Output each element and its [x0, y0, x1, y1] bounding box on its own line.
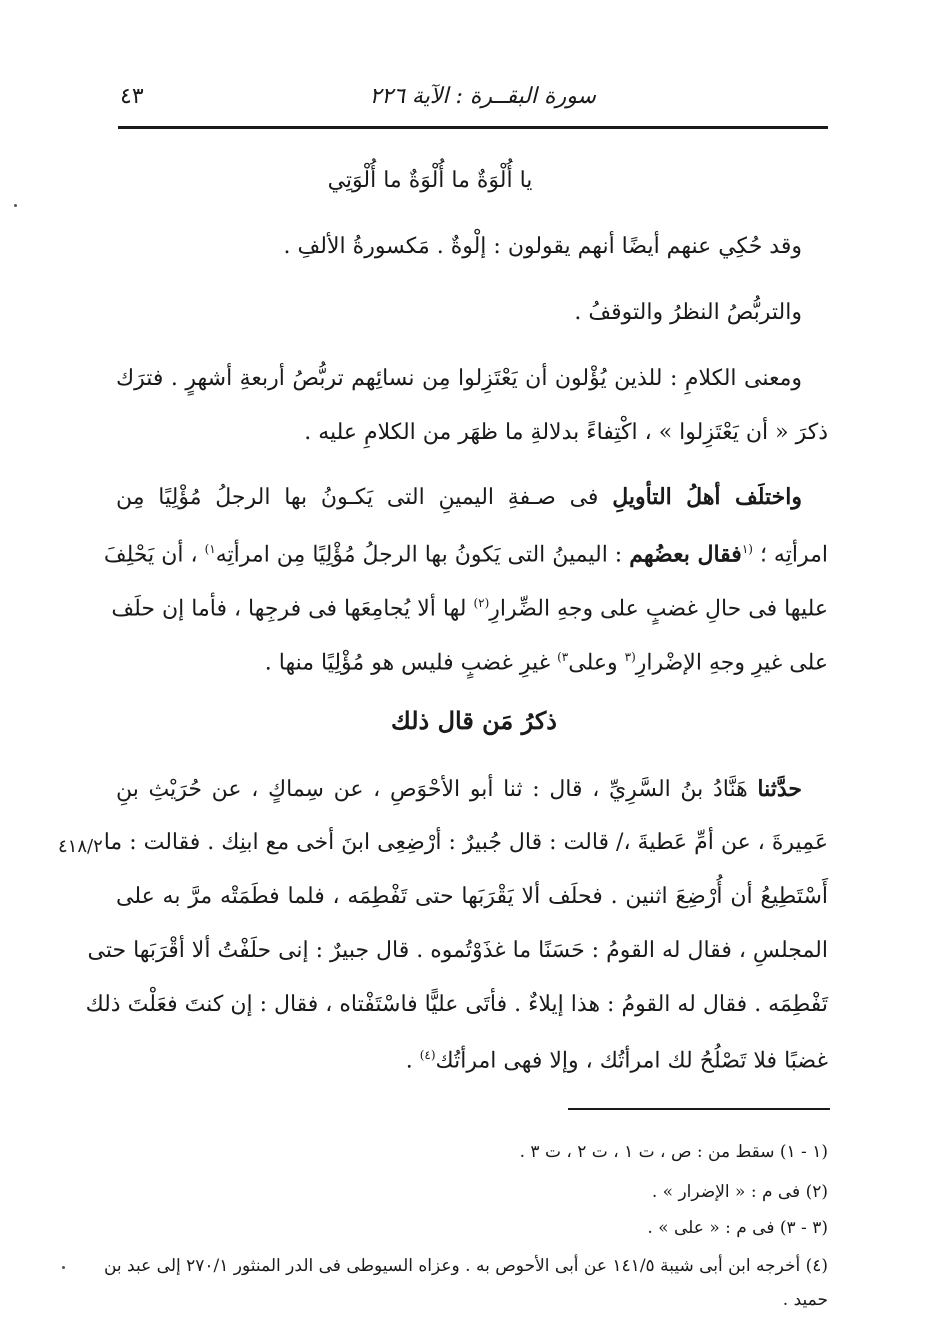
text-run: وعلى [568, 650, 625, 676]
text-run: . [405, 1048, 420, 1074]
header-rule [118, 126, 828, 129]
paragraph-line: وقد حُكِي عنهم أيضًا أنهم يقولون : إلْوةٌ . مَكسورةُ الألفِ . [283, 234, 802, 259]
section-heading: ذكرُ مَن قال ذلك [391, 706, 557, 735]
footnote-marker: (٢) [473, 596, 490, 610]
text-run: غيرِ غضبٍ فليس هو مُؤْلِيًا منها . [264, 650, 558, 676]
text-run: : اليمينُ التى يَكونُ بها الرجلُ مُؤْلِيًا مِن امرأتِه [215, 542, 630, 568]
footnote-marker: (٣ [624, 650, 636, 664]
paragraph-line: المجلسِ ، فقال له القومُ : حَسَنًا ما غذَوْتُموه . قال جبيرٌ : إنى حلَفْتُ ألا أقْرَبَها حتى [87, 938, 828, 963]
footnote: (٣ - ٣) فى م : « على » . [647, 1218, 828, 1238]
footnote-separator [568, 1108, 830, 1110]
footnote: (٤) أخرجه ابن أبى شيبة ١٤١/٥ عن أبى الأحوص به . وعزاه السيوطى فى الدر المنثور ٢٧٠/١ إلى عبد بن [103, 1256, 828, 1276]
footnote: (١ - ١) سقط من : ص ، ت ١ ، ت ٢ ، ت ٣ . [519, 1142, 828, 1162]
paragraph-line [103, 534, 828, 570]
text-run: فى صـفةِ اليمينِ التى يَكـونُ بها الرجلُ مُؤْلِيًا مِن [116, 485, 613, 510]
page-number: ٤٣ [120, 84, 144, 109]
paragraph-line [116, 642, 828, 678]
scan-speck [14, 204, 17, 207]
running-header [120, 84, 826, 124]
paragraph-line: ذكرَ « أن يَعْتَزِلوا » ، اكْتِفاءً بدلالةِ ما ظهَر من الكلامِ عليه . [304, 420, 828, 445]
surah-title: سورة البقــرة : الآية ٢٢٦ [369, 84, 596, 109]
paragraph-line [116, 482, 828, 513]
bold-phrase: فقال بعضُهم [629, 541, 742, 568]
footnote-marker: ١) [204, 542, 216, 556]
text-run: عليها فى حالِ غضبٍ على وجهِ الضِّرارِ [489, 596, 828, 622]
footnote: (٢) فى م : « الإضرار » . [651, 1182, 828, 1202]
scan-speck [62, 1266, 65, 1269]
margin-volume-page-reference: ٤١٨/٢ [58, 836, 103, 857]
verse-line: يا أُلْوَةٌ ما أُلْوَةٌ ما أُلْوَتِي [327, 168, 533, 193]
footnote-marker: ٣) [557, 650, 569, 664]
text-run: امرأتِه ؛ [752, 542, 828, 568]
footnote-marker: (٤) [419, 1048, 436, 1062]
text-run: على غيرِ وجهِ الإضْرارِ [635, 650, 828, 676]
bold-phrase: حدَّثنا [757, 776, 802, 802]
text-run: لها ألا يُجامِعَها فى فرجِها ، فأما إن حلَف [111, 596, 474, 622]
text-run: ، أن يَحْلِفَ [103, 542, 205, 568]
paragraph-line [116, 1040, 828, 1076]
paragraph-line: ومعنى الكلامِ : للذين يُؤْلون أن يَعْتَزِلوا مِن نسائِهم تربُّصُ أربعةِ أشهرٍ . فترَك [116, 366, 802, 391]
paragraph-line: تَفْطِمَه . فقال له القومُ : هذا إيلاءٌ . فأتَى عليًّا فاسْتَفْتاه ، فقال : إن كنتَ فعَلْتَ ذلك [85, 992, 828, 1017]
text-run: غضبًا فلا تَصْلُحُ لك امرأتُك ، وإلا فهى امرأتُك [435, 1048, 828, 1074]
paragraph-line: أَسْتَطِيعُ أن أُرْضِعَ اثنين . فحلَف ألا يَقْرَبَها حتى تَفْطِمَه ، فلما فطَمَتْه مرَّ به على [116, 884, 828, 909]
paragraph-line: عَمِيرةَ ، عن أمِّ عَطيةَ ،/ قالت : قال جُبيرٌ : أرْضِعِى ابنَ أخى مع ابنِك . فقالت : ما [103, 830, 828, 855]
bold-phrase: واختلَف أهلُ التأويلِ [612, 484, 802, 510]
footnote-marker: (١ [741, 542, 753, 556]
paragraph-line: والتربُّصُ النظرُ والتوقفُ . [574, 300, 802, 325]
paragraph-line [111, 588, 828, 624]
footnote: حميد . [782, 1290, 828, 1310]
paragraph-line [116, 774, 828, 805]
text-run: هَنَّادُ بنُ السَّرِيِّ ، قال : ثنا أبو الأحْوَصِ ، عن سِماكٍ ، عن حُرَيْثِ بنِ [116, 777, 758, 802]
